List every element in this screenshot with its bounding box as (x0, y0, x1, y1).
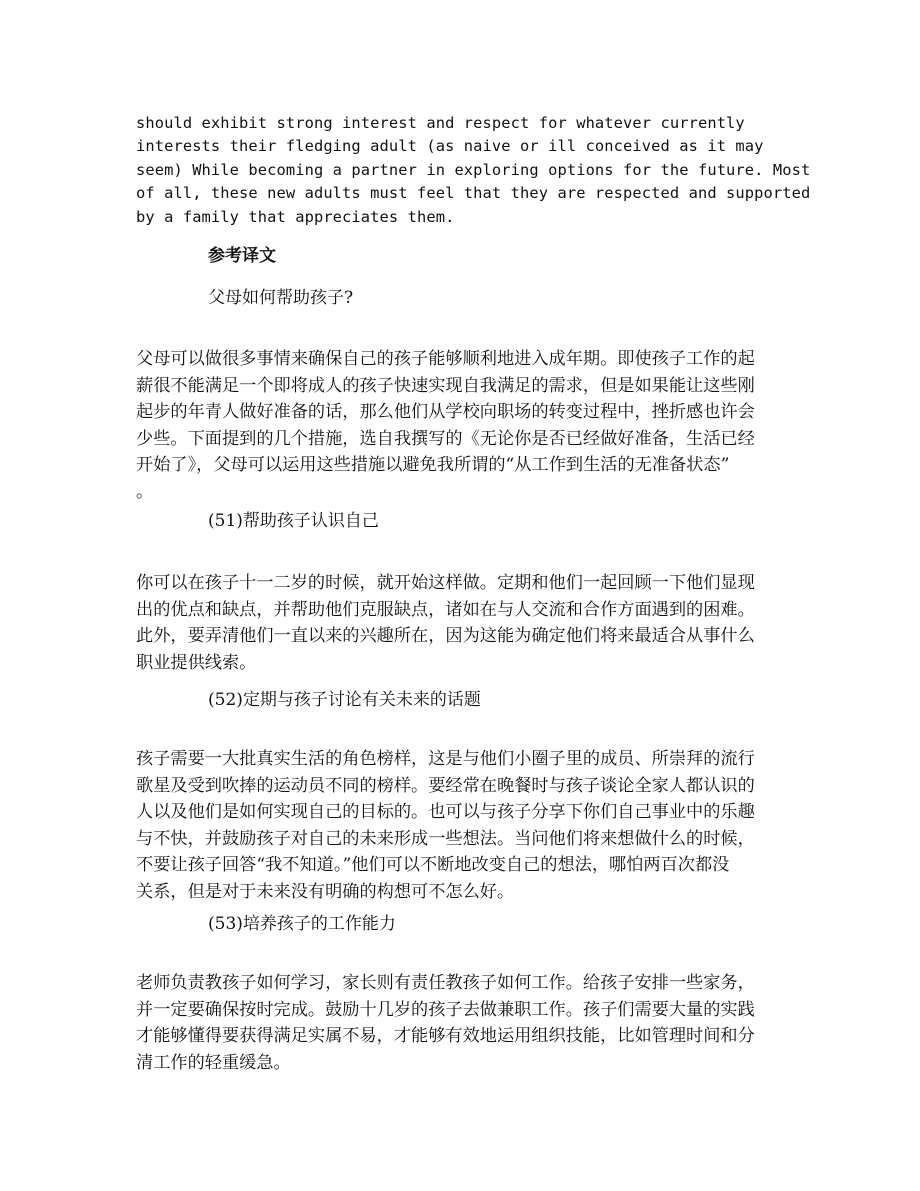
section-52-body: 孩子需要一大批真实生活的角色榜样，这是与他们小圈子里的成员、所崇拜的流行 歌星及受到吹捧的运动员不同的榜样。要经常在晚餐时与孩子谈论全家人都认识的 人以及他们是如何实现自己的目标的。也可以与孩子分享下你们自己事业中的乐趣 与不快，并鼓励孩子对自己的未来形成一些想法。当问他们将来想做什么的时候， 不要让孩子回答“我不知道。”他们可以不断地改变自己的想法，哪怕两百次都没 关系，但是对于未来没有明确的构想可不怎么好。 (136, 749, 755, 902)
section-53-heading: (53)培养孩子的工作能力 (208, 914, 396, 934)
section-53-body: 老师负责教孩子如何学习，家长则有责任教孩子如何工作。给孩子安排一些家务， 并一定要确保按时完成。鼓励十几岁的孩子去做兼职工作。孩子们需要大量的实践 才能够懂得要获得满足实属不易，才能够有效地运用组织技能，比如管理时间和分 清工作的轻重缓急。 (136, 973, 755, 1073)
reference-translation-heading: 参考译文 (208, 246, 276, 266)
translation-title: 父母如何帮助孩子? (208, 288, 354, 308)
english-paragraph: should exhibit strong interest and respect for whatever currently interests their fledging adult (as naive or ill conceived as it may seem) While becoming a partner in exploring options for the future. Most of all, these new adults must feel that they are respected and supported by a family that appreciates them. (136, 114, 811, 226)
section-52-heading: (52)定期与孩子讨论有关未来的话题 (208, 690, 481, 710)
section-51-heading: (51)帮助孩子认识自己 (208, 511, 379, 531)
section-51-body: 你可以在孩子十一二岁的时候，就开始这样做。定期和他们一起回顾一下他们显现 出的优点和缺点，并帮助他们克服缺点，诸如在与人交流和合作方面遇到的困难。 此外，要弄清他们一直以来的兴趣所在，因为这能为确定他们将来最适合从事什么 职业提供线索。 (136, 573, 755, 673)
intro-paragraph: 父母可以做很多事情来确保自己的孩子能够顺利地进入成年期。即使孩子工作的起 薪很不能满足一个即将成人的孩子快速实现自我满足的需求，但是如果能让这些刚 起步的年青人做好准备的话，那么他们从学校向职场的转变过程中，挫折感也许会 少些。下面提到的几个措施，选自我撰写的《无论你是否已经做好准备，生活已经 开始了》，父母可以运用这些措施以避免我所谓的“从工作到生活的无准备状态” 。 (136, 349, 755, 502)
